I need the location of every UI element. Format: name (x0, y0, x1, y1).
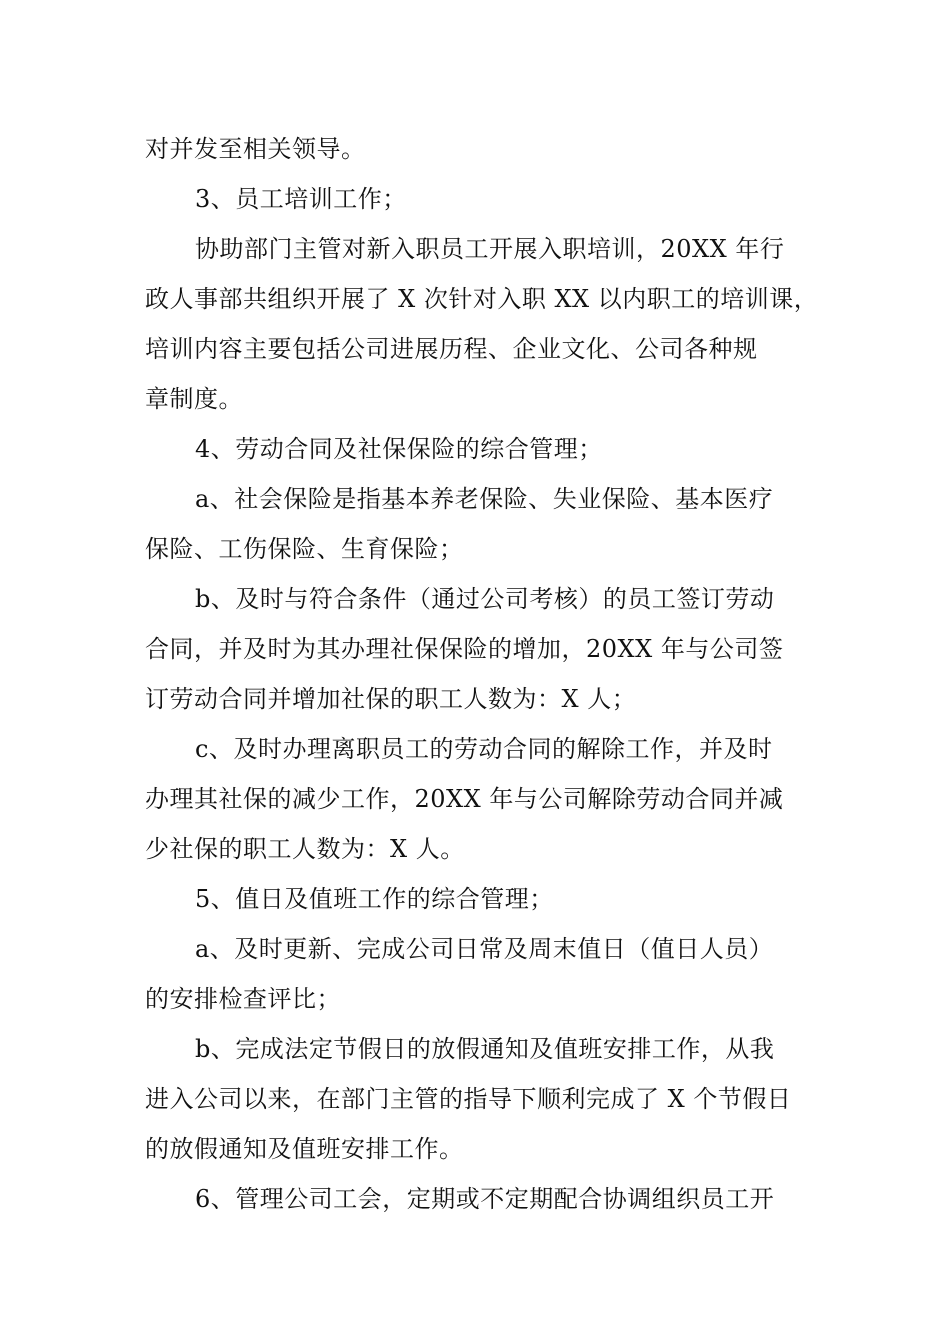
text-line: 对并发至相关领导。 (145, 135, 366, 163)
text-line: 保险、工伤保险、生育保险； (145, 535, 464, 563)
section-heading-4: 4、劳动合同及社保保险的综合管理； (195, 435, 603, 463)
text-line: c、及时办理离职员工的劳动合同的解除工作，并及时 (195, 735, 773, 763)
section-heading-6: 6、管理公司工会，定期或不定期配合协调组织员工开 (195, 1185, 775, 1213)
text-line: a、社会保险是指基本养老保险、失业保险、基本医疗 (195, 485, 774, 513)
text-line: 办理其社保的减少工作，20XX 年与公司解除劳动合同并减 (145, 785, 784, 813)
text-line: 的安排检查评比； (145, 985, 341, 1013)
text-line: 合同，并及时为其办理社保保险的增加，20XX 年与公司签 (145, 635, 784, 663)
text-line: 章制度。 (145, 385, 243, 413)
text-line: b、完成法定节假日的放假通知及值班安排工作，从我 (195, 1035, 775, 1063)
section-heading-5: 5、值日及值班工作的综合管理； (195, 885, 554, 913)
section-heading-3: 3、员工培训工作； (195, 185, 407, 213)
text-line: 政人事部共组织开展了 X 次针对入职 XX 以内职工的培训课， (145, 285, 819, 313)
text-line: 订劳动合同并增加社保的职工人数为：X 人； (145, 685, 637, 713)
text-line: 协助部门主管对新入职员工开展入职培训，20XX 年行 (195, 235, 785, 263)
text-line: 的放假通知及值班安排工作。 (145, 1135, 464, 1163)
text-line: 少社保的职工人数为：X 人。 (145, 835, 465, 863)
text-line: 培训内容主要包括公司进展历程、企业文化、公司各种规 (145, 335, 758, 363)
text-line: a、及时更新、完成公司日常及周末值日（值日人员） (195, 935, 774, 963)
text-line: b、及时与符合条件（通过公司考核）的员工签订劳动 (195, 585, 775, 613)
text-line: 进入公司以来，在部门主管的指导下顺利完成了 X 个节假日 (145, 1085, 792, 1113)
